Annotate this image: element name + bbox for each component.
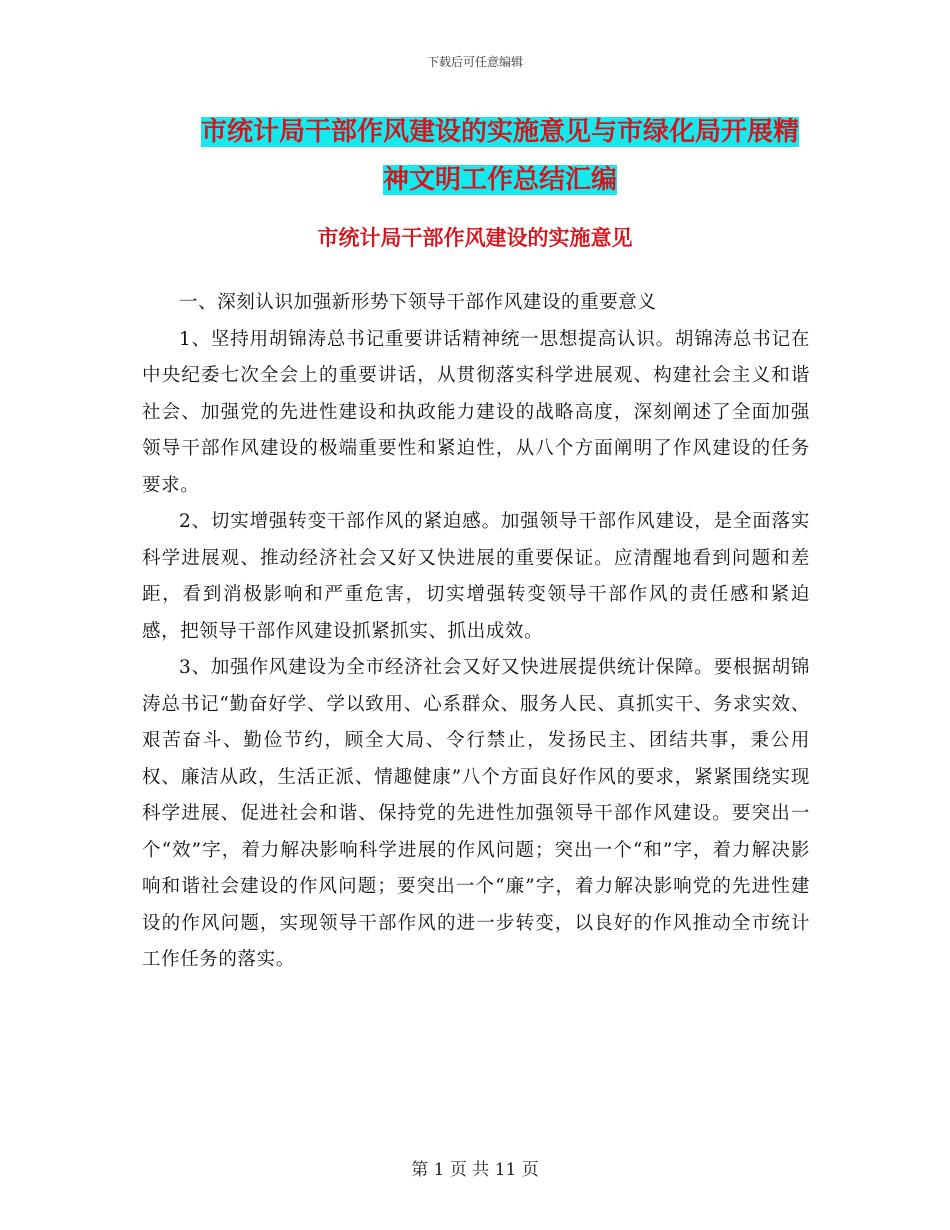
document-title [140,108,860,204]
body-paragraph-3: 3、加强作风建设为全市经济社会又好又快进展提供统计保障。要根据胡锦涛总书记“勤奋好学、学以致用、心系群众、服务人民、真抓实干、务求实效、艰苦奋斗、勤俭节约，顾全大局、令行禁止，发扬民主、团结共事，秉公用权、廉洁从政，生活正派、情趣健康”八个方面良好作风的要求，紧紧围绕实现科学进展、促进社会和谐、保持党的先进性加强领导干部作风建设。要突出一个“效”字，着力解决影响科学进展的作风问题；突出一个“和”字，着力解决影响和谐社会建设的作风问题；要突出一个“廉”字，着力解决影响党的先进性建设的作风问题，实现领导干部作风的进一步转变，以良好的作风推动全市统计工作任务的落实。 [142,657,810,970]
document-body [142,285,810,979]
body-paragraph-1: 1、坚持用胡锦涛总书记重要讲话精神统一思想提高认识。胡锦涛总书记在中央纪委七次全会上的重要讲话，从贯彻落实科学进展观、构建社会主义和谐社会、加强党的先进性建设和执政能力建设的战略高度，深刻阐述了全面加强领导干部作风建设的极端重要性和紧迫性，从八个方面阐明了作风建设的任务要求。 [142,328,810,496]
page-number-footer: 第 1 页 共 11 页 [411,1160,539,1180]
heading-paragraph: 一、深刻认识加强新形势下领导干部作风建设的重要意义 [179,292,657,313]
section-title: 市统计局干部作风建设的实施意见 [317,226,633,250]
page-header-note: 下载后可任意编辑 [426,55,523,69]
document-title-line-2: 神文明工作总结汇编 [382,165,617,195]
body-paragraph-2: 2、切实增强转变干部作风的紧迫感。加强领导干部作风建设，是全面落实科学进展观、推动经济社会又好又快进展的重要保证。应清醒地看到问题和差距，看到消极影响和严重危害，切实增强转变领导干部作风的责任感和紧迫感，把领导干部作风建设抓紧抓实、抓出成效。 [142,511,810,642]
document-title-line-1: 市统计局干部作风建设的实施意见与市绿化局开展精 [200,117,799,147]
